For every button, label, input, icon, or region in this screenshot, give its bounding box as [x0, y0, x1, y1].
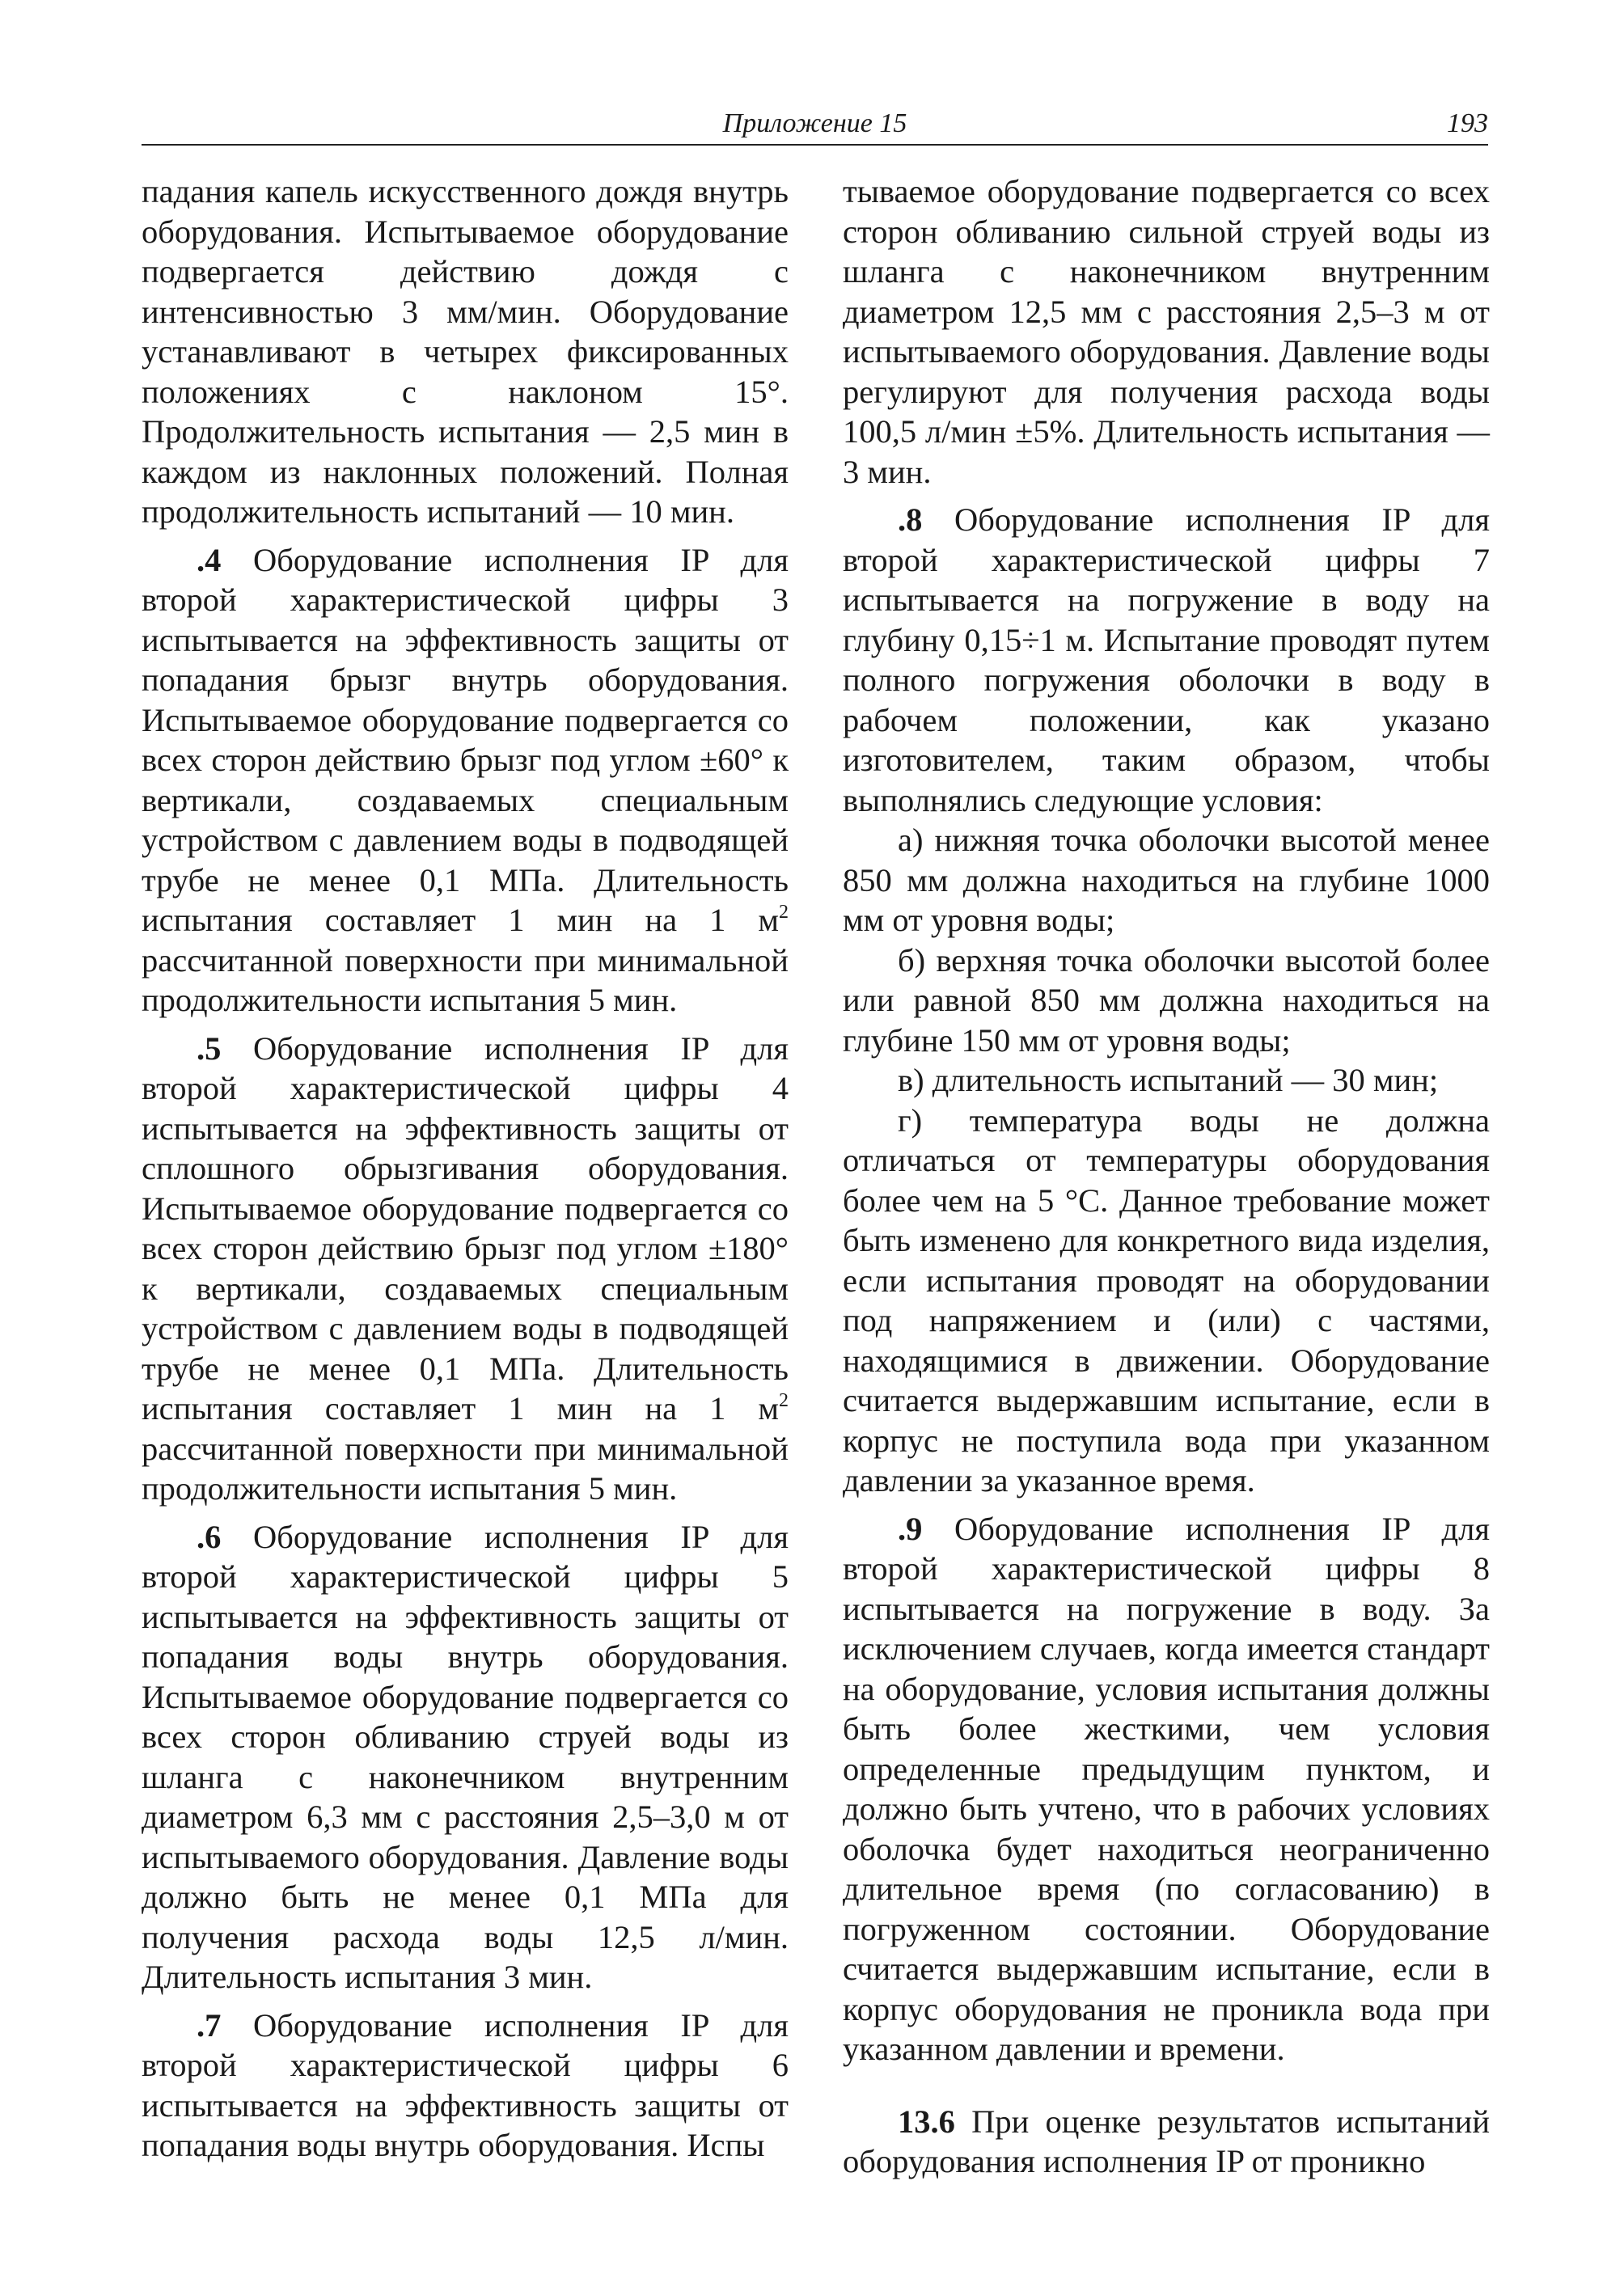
paragraph-number: .4	[197, 541, 222, 578]
paragraph-continuation	[843, 171, 1490, 492]
section-number: 13.6	[898, 2103, 955, 2140]
paragraph-number: .6	[197, 1518, 222, 1555]
paragraph-text-tail: рассчитанной поверхности при минимальной продолжительности испытания 5 мин.	[142, 941, 789, 1018]
list-item-a: а) нижняя точка оболочки высотой менее 850 мм должна находиться на глубине 1000 мм от уровня воды;	[843, 822, 1490, 938]
running-header	[142, 104, 1488, 146]
paragraph-continuation	[142, 171, 789, 532]
paragraph-text: Оборудование исполнения IP для второй характеристической цифры 8 испытывается на погружение в воду. За исключением случаев, когда имеется стандарт на оборудование, условия испытания должны быть более жесткими, чем условия определенные предыдущим пунктом, и должно быть учтено, что в рабочих условиях оболочка будет находиться неограниченно длительное время (по согласованию) в погруженном состоянии. Оборудование считается выдержавшим испытание, если в корпус оборудования не проникла вода при указанном давлении и времени.	[843, 1510, 1491, 2067]
paragraph-text: падания капель искусственного дождя внутрь оборудования. Испытываемое оборудование подвергается действию дождя с интенсивностью 3 мм/мин. Оборудование устанавливают в четырех фиксированных положениях с наклоном 15°. Продолжительность испытания — 2,5 мин в каждом из наклонных положений. Полная продолжительность испытаний — 10 мин.	[142, 173, 789, 530]
header-title: Приложение 15	[722, 108, 907, 138]
paragraph-13-5-4	[142, 540, 789, 1021]
paragraph-13-5-6	[142, 1517, 789, 1997]
paragraph-13-5-9	[843, 1509, 1490, 2069]
paragraph-text: Оборудование исполнения IP для второй характеристической цифры 4 испытывается на эффективность защиты от сплошного обрызгивания оборудования. Испытываемое оборудование подвергается со всех сторон действию брызг под углом ±180° к вертикали, создаваемых специальным устройством с давлением воды в подводящей трубе не менее 0,1 МПа. Длительность испытания составляет 1 мин на 1 м	[142, 1029, 789, 1427]
paragraph-13-5-8	[843, 500, 1490, 820]
paragraph-number: .7	[197, 2006, 222, 2044]
list-item-b: б) верхняя точка оболочки высотой более или равной 850 мм должна находиться на глубине 150 мм от уровня воды;	[843, 941, 1490, 1059]
section-text: При оценке результатов испытаний оборудования исполнения IP от проникно	[843, 2103, 1490, 2179]
paragraph-text: Оборудование исполнения IP для второй характеристической цифры 3 испытывается на эффективность защиты от попадания брызг внутрь оборудования. Испытываемое оборудование подвергается со всех сторон действию брызг под углом ±60° к вертикали, создаваемых специальным устройством с давлением воды в подводящей трубе не менее 0,1 МПа. Длительность испытания составляет 1 мин на 1 м	[142, 541, 789, 938]
paragraph-13-5-5	[142, 1029, 789, 1509]
paragraph-13-5-7	[142, 2006, 789, 2166]
right-column	[843, 171, 1490, 2182]
left-column	[142, 171, 789, 2166]
paragraph-text-tail: рассчитанной поверхности при минимальной продолжительности испытания 5 мин.	[142, 1430, 789, 1507]
list-item-v: в) длительность испытаний — 30 мин;	[898, 1062, 1439, 1098]
page-number: 193	[1447, 108, 1488, 138]
paragraph-text: Оборудование исполнения IP для второй характеристической цифры 7 испытывается на погружение в воду на глубину 0,15÷1 м. Испытание проводят путем полного погружения оболочки в воду в рабочем положении, как указано изготовителем, таким образом, чтобы выполнялись следующие условия:	[843, 501, 1491, 818]
paragraph-number: .8	[898, 501, 923, 538]
paragraph-text: Оборудование исполнения IP для второй характеристической цифры 5 испытывается на эффективность защиты от попадания воды внутрь оборудования. Испытываемое оборудование подвергается со всех сторон обливанию струей воды из шланга с наконечником внутренним диаметром 6,3 мм с расстояния 2,5–3,0 м от испытываемого оборудования. Давление воды должно быть не менее 0,1 МПа для получения расхода воды 12,5 л/мин. Длительность испытания 3 мин.	[142, 1518, 789, 1995]
paragraph-number: .9	[898, 1510, 923, 1547]
superscript: 2	[779, 1390, 789, 1411]
paragraph-text: Оборудование исполнения IP для второй характеристической цифры 6 испытывается на эффективность защиты от попадания воды внутрь оборудования. Испы	[142, 2006, 789, 2163]
superscript: 2	[779, 902, 789, 923]
section-13-6	[843, 2102, 1490, 2182]
paragraph-text: тываемое оборудование подвергается со всех сторон обливанию сильной струей воды из шланга с наконечником внутренним диаметром 12,5 мм с расстояния 2,5–3 м от испытываемого оборудования. Давление воды регулируют для получения расхода воды 100,5 л/мин ±5%. Длительность испытания — 3 мин.	[843, 173, 1490, 490]
paragraph-number: .5	[197, 1029, 222, 1067]
list-item-g: г) температура воды не должна отличаться от температуры оборудования более чем на 5 °С. Данное требование может быть изменено для конкретного вида изделия, если испытания проводят на оборудовании под напряжением и (или) с частями, находящимися в движении. Оборудование считается выдержавшим испытание, если в корпус не поступила вода при указанном давлении за указанное время.	[843, 1101, 1490, 1498]
